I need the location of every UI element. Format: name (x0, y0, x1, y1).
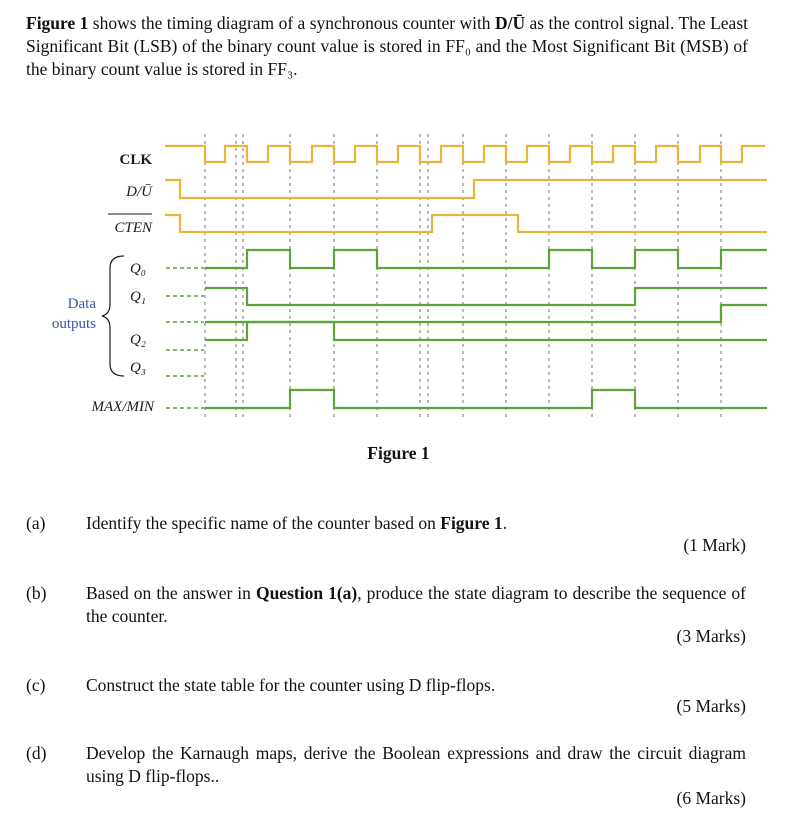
question-b-number: (b) (26, 583, 47, 603)
intro-figure-ref: Figure 1 (26, 13, 89, 33)
data-leadins (166, 268, 204, 408)
maxmin-waveform (205, 390, 767, 408)
question-a (0, 512, 797, 562)
question-d-number: (d) (26, 743, 47, 763)
question-c-number: (c) (26, 675, 46, 695)
du-waveform (165, 180, 767, 198)
intro-text-2: as the control signal. The Least Significant Bit (LSB) of the binary count value is stored in FF₀ and the Most Significant Bit (MSB) of the binary count value is stored in FF₃. (26, 13, 748, 79)
intro-paragraph (26, 12, 748, 81)
timing-diagram (0, 128, 797, 428)
q3-waveform (205, 322, 767, 340)
label-maxmin: MAX/MIN (91, 399, 154, 415)
intro-control-signal: D/Ū (494, 13, 526, 33)
question-c-text: Construct the state table for the counter using D flip-flops. (86, 675, 496, 695)
label-q0: Q₀ (129, 261, 146, 277)
question-b-text: Based on the answer in Question 1(a), produce the state diagram to describe the sequence of the counter. (86, 583, 746, 626)
question-c-marks: (5 Marks) (676, 696, 746, 716)
question-a-text: Identify the specific name of the counter based on Figure 1. (86, 513, 508, 533)
data-outputs-label-line1: Data (67, 296, 96, 312)
question-a-number: (a) (26, 513, 46, 533)
label-q1: Q₁ (129, 289, 146, 305)
question-d (0, 742, 797, 792)
clock-guide-lines (205, 134, 721, 418)
question-b (0, 582, 797, 632)
q1-waveform (205, 288, 767, 305)
intro-text-1: shows the timing diagram of a synchronous counter with (88, 13, 495, 33)
label-cten: CTEN (114, 220, 152, 236)
clk-waveform (165, 146, 765, 162)
label-q2: Q₂ (129, 332, 146, 348)
cten-waveform (165, 215, 767, 232)
label-clk: CLK (119, 152, 152, 168)
q2-waveform (205, 305, 767, 322)
data-outputs-label-line2: outputs (51, 316, 96, 332)
label-du: D/Ū (126, 184, 152, 200)
question-d-text: Develop the Karnaugh maps, derive the Boolean expressions and draw the circuit diagram using D flip-flops.. (86, 743, 746, 786)
q0-waveform (205, 250, 767, 268)
data-outputs-brace (102, 256, 124, 376)
question-a-marks: (1 Mark) (683, 535, 746, 555)
question-d-marks: (6 Marks) (676, 788, 746, 808)
question-b-marks: (3 Marks) (676, 626, 746, 646)
figure-caption: Figure 1 (367, 443, 430, 463)
label-q3: Q₃ (129, 360, 146, 376)
